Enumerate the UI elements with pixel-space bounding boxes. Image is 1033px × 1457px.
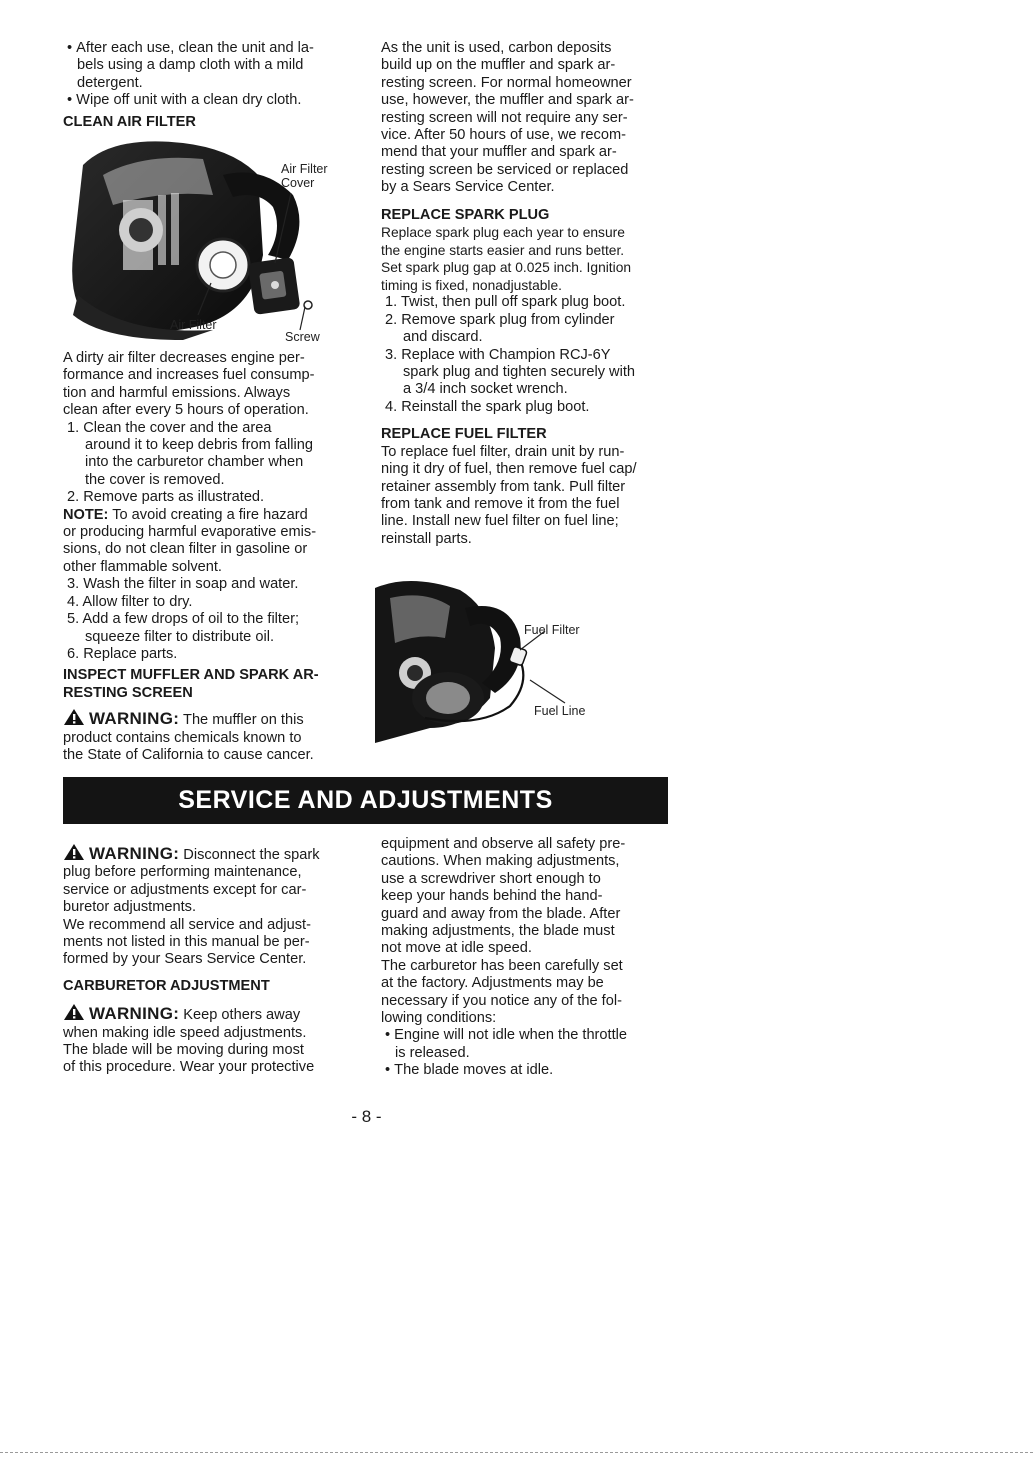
note-paragraph [63,507,368,577]
label-air-filter: Air Filter [170,318,217,332]
left-top-column [63,40,368,131]
left-bottom-column [63,843,368,1077]
list-item: 2. Remove spark plug from cylinder and discard. [385,311,615,346]
section-heading-carburetor-adjustment: CARBURETOR ADJUSTMENT [63,977,270,994]
warning-icon [63,708,85,726]
section-banner-service-adjustments: SERVICE AND ADJUSTMENTS [63,777,668,824]
list-item: 4. Allow filter to dry. [67,593,193,610]
air-filter-illustration [63,135,363,345]
label-air-filter-cover: Air Filter Cover [281,162,328,190]
list-item: • Wipe off unit with a clean dry cloth. [67,92,302,109]
fuel-filter-drawing [370,578,650,748]
fuel-filter-illustration [370,578,650,748]
warning-icon [63,1003,85,1021]
list-item: 6. Replace parts. [67,645,178,662]
list-item: 3. Replace with Champion RCJ-6Y spark plug and tighten securely with a 3/4 inch socket wrench. [385,346,636,398]
warning-text: The muffler on this product contains chemicals known to the State of California to cause cancer. [63,712,314,763]
section-heading-inspect-muffler: INSPECT MUFFLER AND SPARK AR- RESTING SCREEN [63,667,319,701]
spark-plug-section [381,224,681,294]
warning-paragraph [63,843,368,917]
recommend-paragraph: We recommend all service and adjust- ments not listed in this manual be per- formed by your Sears Service Center. [63,916,311,968]
warning-paragraph [63,1003,368,1077]
list-item: • Engine will not idle when the throttle is released. [385,1027,628,1061]
left-top-column-body [63,350,368,764]
section-heading-replace-fuel-filter: REPLACE FUEL FILTER [381,426,547,443]
label-screw: Screw [285,330,320,344]
warning-icon [63,843,85,861]
warning-label: WARNING: [89,1004,180,1024]
muffler-paragraph: As the unit is used, carbon deposits build up on the muffler and spark ar- resting screen. For normal homeowner use, however, the muffler and spark ar- resting screen will not require any ser- vice. After 50 hours of use, we recom- mend that your muffler and spark ar- resting screen be serviced or replaced by a Sears Service Center. [381,40,634,196]
warning-paragraph [63,708,368,764]
page-bottom-rule [0,1452,1033,1453]
warning-text: Keep others away when making idle speed adjustments. The blade will be moving during most of this procedure. Wear your protective [63,1007,315,1076]
list-item: • After each use, clean the unit and la- bels using a damp cloth with a mild detergent. [67,40,314,91]
note-text: To avoid creating a fire hazard or producing harmful evaporative emis- sions, do not clean filter in gasoline or other flammable solvent. [63,506,317,575]
bullet-text: Engine will not idle when the throttle is released. [394,1027,628,1061]
list-item: • The blade moves at idle. [385,1062,554,1079]
list-item: 5. Add a few drops of oil to the filter; squeeze filter to distribute oil. [67,611,300,645]
warning-text: Disconnect the spark plug before performing maintenance, service or adjustments except for car- buretor adjustments. [63,847,320,916]
right-bottom-column [381,836,681,1080]
page-number: - 8 - [351,1107,382,1126]
warning-label: WARNING: [89,844,180,863]
note-label: NOTE: [63,506,109,523]
fuel-filter-paragraph: To replace fuel filter, drain unit by run- ning it dry of fuel, then remove fuel cap/ retainer assembly from tank. Pull filter from tank and remove it from the fuel line. Install new fuel filter on fuel line; reinstall parts. [381,443,637,547]
warning-label: WARNING: [89,709,180,729]
bullet-text: Wipe off unit with a clean dry cloth. [76,92,302,109]
spark-plug-intro: Replace spark plug each year to ensure the engine starts easier and runs better. Set spark plug gap at 0.025 inch. Ignition timing is fixed, nonadjustable. [381,225,632,293]
bullet-text: The blade moves at idle. [394,1062,554,1079]
label-fuel-line: Fuel Line [534,704,586,718]
factory-paragraph: The carburetor has been carefully set at the factory. Adjustments may be necessary if you notice any of the fol- lowing conditions: [381,957,623,1027]
list-item: 3. Wash the filter in soap and water. [67,576,299,593]
list-item: 2. Remove parts as illustrated. [67,489,265,506]
continued-paragraph: equipment and observe all safety pre- cautions. When making adjustments, use a screwdriver short enough to keep your hands behind the hand- guard and away from the blade. After making adjustments, the blade must not move at idle speed. [381,836,626,957]
list-item: 1. Clean the cover and the area around it to keep debris from falling into the carburetor chamber when the cover is removed. [67,419,313,488]
right-top-column [381,40,681,548]
bullet-text: After each use, clean the unit and la- bels using a damp cloth with a mild detergent. [76,40,314,91]
section-heading-clean-air-filter: CLEAN AIR FILTER [63,113,196,130]
list-item: 1. Twist, then pull off spark plug boot. [385,294,626,311]
label-fuel-filter: Fuel Filter [524,623,580,637]
air-filter-intro: A dirty air filter decreases engine per- formance and increases fuel consump- tion and harmful emissions. Always clean after every 5 hours of operation. [63,350,315,419]
section-heading-replace-spark-plug: REPLACE SPARK PLUG [381,206,550,223]
list-item: 4. Reinstall the spark plug boot. [385,398,590,415]
